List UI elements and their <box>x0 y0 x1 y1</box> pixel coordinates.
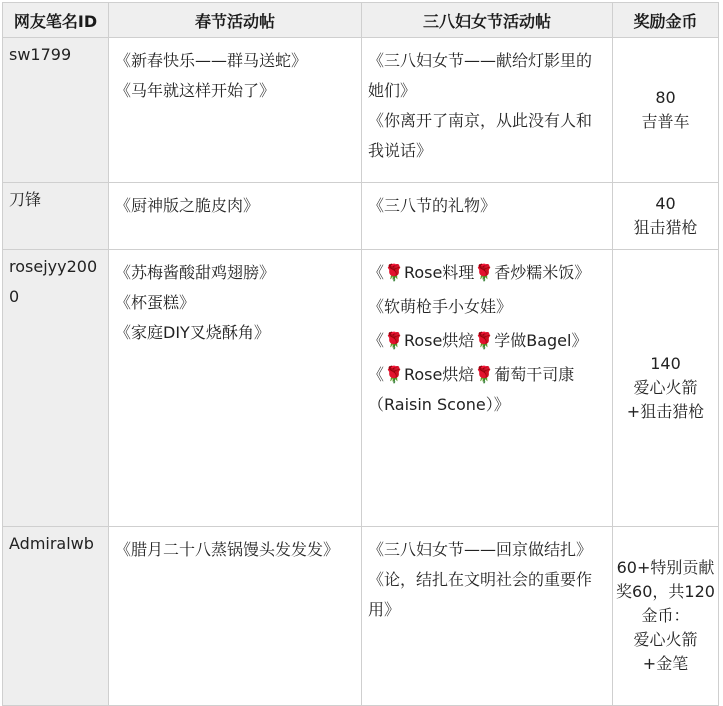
reward-line: 80 <box>655 88 676 107</box>
spring-posts-cell <box>109 527 362 706</box>
rose-icon: 🌹 <box>384 365 404 384</box>
table-row <box>3 38 719 183</box>
reward-line: +狙击猎枪 <box>626 402 705 421</box>
reward-line: 爱心火箭 <box>633 630 698 649</box>
table-row <box>3 527 719 706</box>
spring-posts-cell <box>109 38 362 183</box>
reward-line: 狙击猎枪 <box>633 218 698 237</box>
header-womens-day-posts: 三八妇女节活动帖 <box>362 3 613 38</box>
header-spring-festival-posts: 春节活动帖 <box>109 3 362 38</box>
reward-cell <box>613 183 719 250</box>
womens-day-posts-cell <box>362 38 613 183</box>
post-title: 《新春快乐——群马送蛇》 <box>115 51 308 70</box>
reward-cell <box>613 38 719 183</box>
post-title: 《苏梅酱酸甜鸡翅膀》 <box>115 263 276 282</box>
rose-icon: 🌹 <box>384 331 404 350</box>
reward-cell <box>613 527 719 706</box>
post-title: 《杯蛋糕》 <box>115 293 196 312</box>
user-id-cell: Admiralwb <box>3 527 109 706</box>
spring-posts-cell <box>109 250 362 527</box>
header-reward-coins: 奖励金币 <box>613 3 719 38</box>
womens-day-posts-cell <box>362 183 613 250</box>
reward-line: 爱心火箭 <box>633 378 698 397</box>
post-title: 《三八妇女节——回京做结扎》 <box>368 540 593 559</box>
rose-icon: 🌹 <box>474 365 495 384</box>
reward-line: 吉普车 <box>641 112 690 131</box>
rose-icon: 🌹 <box>474 263 495 282</box>
header-user-id: 网友笔名ID <box>3 3 109 38</box>
table-row <box>3 250 719 527</box>
reward-cell <box>613 250 719 527</box>
rose-icon: 🌹 <box>384 263 404 282</box>
spring-posts-cell <box>109 183 362 250</box>
reward-line: +金笔 <box>642 654 689 673</box>
post-title: 《马年就这样开始了》 <box>115 81 276 100</box>
womens-day-posts-cell <box>362 527 613 706</box>
reward-line: 60+特别贡献奖60，共120金币： <box>616 558 715 625</box>
post-title: 《三八妇女节——献给灯影里的她们》 <box>368 51 593 100</box>
user-id-cell: sw1799 <box>3 38 109 183</box>
post-title: 《🌹Rose烘焙🌹学做Bagel》 <box>368 331 588 350</box>
post-title: 《厨神版之脆皮肉》 <box>115 196 260 215</box>
womens-day-posts-cell <box>362 250 613 527</box>
user-id-cell: rosejyy2000 <box>3 250 109 527</box>
post-title: 《三八节的礼物》 <box>368 196 497 215</box>
post-title: 《你离开了南京，从此没有人和我说话》 <box>368 111 593 160</box>
table-row <box>3 183 719 250</box>
post-title: 《论，结扎在文明社会的重要作用》 <box>368 570 593 619</box>
post-title: 《🌹Rose料理🌹香炒糯米饭》 <box>368 263 591 282</box>
reward-line: 140 <box>650 354 681 373</box>
post-title: 《家庭DIY叉烧酥角》 <box>115 323 270 342</box>
post-title: 《软萌枪手小女娃》 <box>368 297 513 316</box>
header-row <box>3 3 719 38</box>
post-title: 《🌹Rose烘焙🌹葡萄干司康（Raisin Scone）》 <box>368 365 575 414</box>
reward-line: 40 <box>655 194 676 213</box>
user-id-cell: 刀锋 <box>3 183 109 250</box>
rose-icon: 🌹 <box>474 331 495 350</box>
reward-table <box>2 2 719 706</box>
post-title: 《腊月二十八蒸锅馒头发发发》 <box>115 540 340 559</box>
